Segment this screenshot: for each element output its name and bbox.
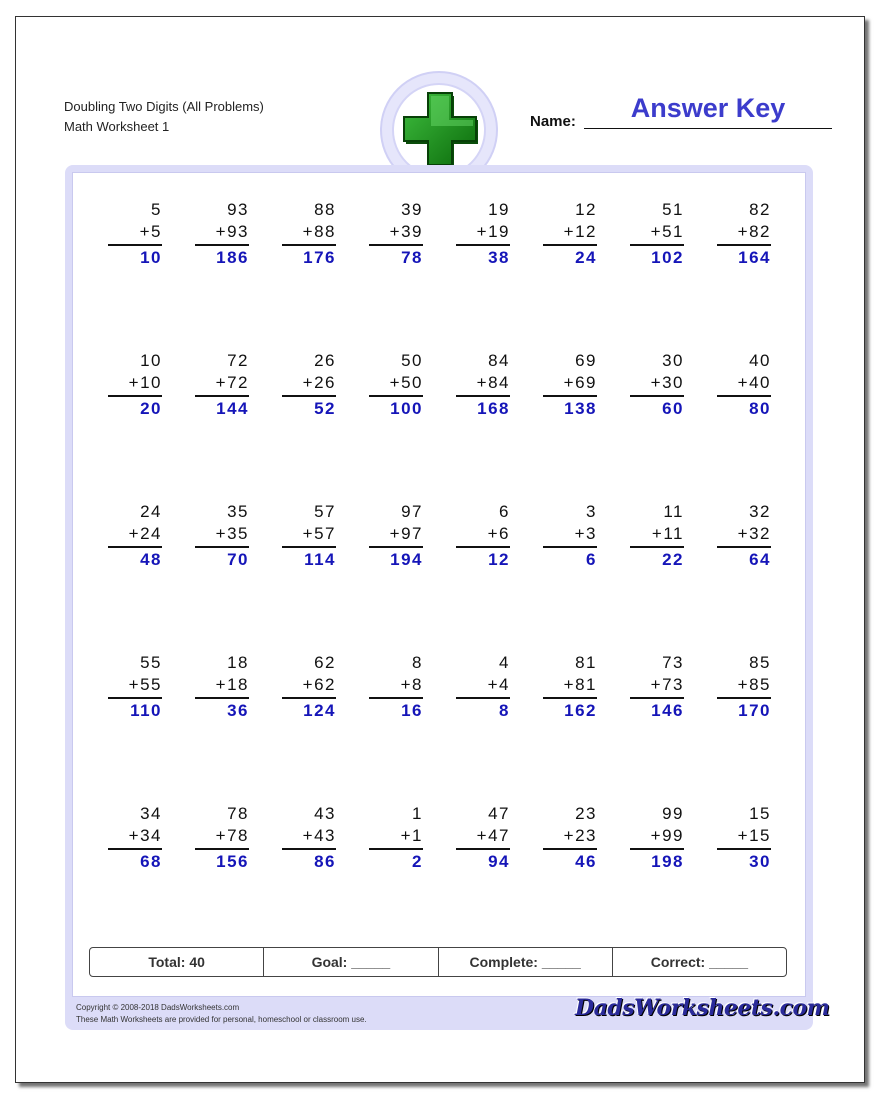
problem-answer: 30 bbox=[749, 852, 771, 871]
problem-addend: +51 bbox=[650, 222, 684, 241]
answer-rule bbox=[369, 848, 423, 850]
answer-rule bbox=[456, 395, 510, 397]
problem-addend: +39 bbox=[389, 222, 423, 241]
problem-top-number: 72 bbox=[227, 351, 249, 370]
problem-answer: 80 bbox=[749, 399, 771, 418]
problem-answer: 12 bbox=[488, 550, 510, 569]
problem-top-number: 19 bbox=[488, 200, 510, 219]
problem-top-number: 6 bbox=[499, 502, 510, 521]
problem-top-number: 81 bbox=[575, 653, 597, 672]
problem bbox=[543, 199, 597, 269]
answer-rule bbox=[282, 395, 336, 397]
answer-rule bbox=[456, 848, 510, 850]
score-bar bbox=[89, 947, 787, 977]
problem bbox=[456, 803, 510, 873]
correct-field: Correct: _____ bbox=[650, 954, 749, 970]
name-label: Name: bbox=[530, 113, 576, 130]
problem-addend: +73 bbox=[650, 675, 684, 694]
answer-rule bbox=[282, 244, 336, 246]
problem bbox=[195, 501, 249, 571]
problem-addend: +55 bbox=[128, 675, 162, 694]
problem-top-number: 30 bbox=[662, 351, 684, 370]
problem bbox=[543, 803, 597, 873]
answer-rule bbox=[108, 546, 162, 548]
problem-top-number: 1 bbox=[412, 804, 423, 823]
problem-answer: 46 bbox=[575, 852, 597, 871]
problem bbox=[108, 199, 162, 269]
problem bbox=[456, 652, 510, 722]
problem-answer: 48 bbox=[140, 550, 162, 569]
problem-top-number: 82 bbox=[749, 200, 771, 219]
problem-top-number: 39 bbox=[401, 200, 423, 219]
problem-addend: +11 bbox=[651, 524, 684, 543]
problem-addend: +18 bbox=[215, 675, 249, 694]
problem bbox=[369, 652, 423, 722]
problem bbox=[282, 501, 336, 571]
problem bbox=[543, 350, 597, 420]
answer-rule bbox=[369, 244, 423, 246]
problem-top-number: 50 bbox=[401, 351, 423, 370]
goal-field: Goal: _____ bbox=[264, 948, 438, 976]
problem-addend: +82 bbox=[737, 222, 771, 241]
answer-rule bbox=[195, 848, 249, 850]
problems-frame bbox=[65, 165, 830, 1030]
worksheet-page bbox=[15, 16, 865, 1083]
problem-answer: 70 bbox=[227, 550, 249, 569]
answer-rule bbox=[195, 244, 249, 246]
problem bbox=[282, 652, 336, 722]
problem bbox=[543, 652, 597, 722]
answer-rule bbox=[456, 697, 510, 699]
problem-top-number: 43 bbox=[314, 804, 336, 823]
problem-addend: +5 bbox=[139, 222, 162, 241]
answer-rule bbox=[543, 244, 597, 246]
problem bbox=[630, 501, 684, 571]
answer-rule bbox=[195, 395, 249, 397]
problem-top-number: 34 bbox=[140, 804, 162, 823]
problem-answer: 186 bbox=[216, 248, 249, 267]
problem bbox=[195, 199, 249, 269]
problem bbox=[108, 652, 162, 722]
answer-rule bbox=[369, 395, 423, 397]
problem bbox=[282, 803, 336, 873]
problem-addend: +24 bbox=[128, 524, 162, 543]
worksheet-title: Doubling Two Digits (All Problems) bbox=[64, 99, 264, 114]
problem bbox=[456, 350, 510, 420]
problem-top-number: 32 bbox=[749, 502, 771, 521]
problem bbox=[717, 652, 771, 722]
answer-rule bbox=[282, 546, 336, 548]
problem-answer: 124 bbox=[303, 701, 336, 720]
problem-top-number: 84 bbox=[488, 351, 510, 370]
problem-addend: +19 bbox=[476, 222, 510, 241]
problem-addend: +10 bbox=[128, 373, 162, 392]
answer-rule bbox=[543, 848, 597, 850]
problem-answer: 64 bbox=[749, 550, 771, 569]
answer-rule bbox=[630, 546, 684, 548]
problem-answer: 110 bbox=[130, 701, 162, 720]
problems-grid bbox=[72, 172, 806, 997]
answer-rule bbox=[717, 395, 771, 397]
problem-top-number: 57 bbox=[314, 502, 336, 521]
problem-top-number: 69 bbox=[575, 351, 597, 370]
answer-rule bbox=[543, 697, 597, 699]
problem-addend: +85 bbox=[737, 675, 771, 694]
answer-rule bbox=[543, 395, 597, 397]
problem-addend: +3 bbox=[574, 524, 597, 543]
problem-addend: +15 bbox=[737, 826, 771, 845]
copyright-text: Copyright © 2008-2018 DadsWorksheets.com bbox=[76, 1003, 240, 1012]
problem-top-number: 10 bbox=[140, 351, 162, 370]
problem-top-number: 97 bbox=[401, 502, 423, 521]
problem-addend: +81 bbox=[563, 675, 597, 694]
total-count: Total: 40 bbox=[90, 948, 264, 976]
problem-addend: +93 bbox=[215, 222, 249, 241]
problem bbox=[630, 803, 684, 873]
problem-addend: +62 bbox=[302, 675, 336, 694]
problem-top-number: 5 bbox=[151, 200, 162, 219]
problem-answer: 52 bbox=[314, 399, 336, 418]
problem bbox=[369, 501, 423, 571]
plus-icon bbox=[398, 87, 482, 171]
problem-addend: +34 bbox=[128, 826, 162, 845]
problem-addend: +35 bbox=[215, 524, 249, 543]
problem-answer: 86 bbox=[314, 852, 336, 871]
problem-answer: 176 bbox=[303, 248, 336, 267]
problem-addend: +6 bbox=[487, 524, 510, 543]
problem-addend: +72 bbox=[215, 373, 249, 392]
problem bbox=[630, 350, 684, 420]
problem bbox=[282, 199, 336, 269]
problem bbox=[195, 652, 249, 722]
problem-top-number: 4 bbox=[499, 653, 510, 672]
problem-addend: +8 bbox=[400, 675, 423, 694]
problem-answer: 24 bbox=[575, 248, 597, 267]
problem-addend: +26 bbox=[302, 373, 336, 392]
answer-rule bbox=[195, 546, 249, 548]
problem-answer: 138 bbox=[564, 399, 597, 418]
worksheet-subtitle: Math Worksheet 1 bbox=[64, 119, 170, 134]
problem-top-number: 47 bbox=[488, 804, 510, 823]
problem-top-number: 12 bbox=[575, 200, 597, 219]
problem-answer: 94 bbox=[488, 852, 510, 871]
problem-answer: 22 bbox=[662, 550, 684, 569]
problem-addend: +57 bbox=[302, 524, 336, 543]
answer-rule bbox=[195, 697, 249, 699]
problem-top-number: 62 bbox=[314, 653, 336, 672]
answer-rule bbox=[369, 546, 423, 548]
problem-top-number: 24 bbox=[140, 502, 162, 521]
answer-rule bbox=[108, 697, 162, 699]
problem-top-number: 93 bbox=[227, 200, 249, 219]
problem-top-number: 3 bbox=[586, 502, 597, 521]
answer-rule bbox=[456, 546, 510, 548]
problem bbox=[369, 199, 423, 269]
problem-top-number: 78 bbox=[227, 804, 249, 823]
problem-top-number: 55 bbox=[140, 653, 162, 672]
problem-answer: 38 bbox=[488, 248, 510, 267]
usage-notice: These Math Worksheets are provided for personal, homeschool or classroom use. bbox=[76, 1015, 367, 1024]
problem bbox=[456, 501, 510, 571]
site-logo: DadsWorksheets.com bbox=[575, 995, 830, 1021]
problem bbox=[195, 803, 249, 873]
answer-rule bbox=[282, 697, 336, 699]
problem-answer: 168 bbox=[477, 399, 510, 418]
problem-top-number: 26 bbox=[314, 351, 336, 370]
problem-addend: +88 bbox=[302, 222, 336, 241]
answer-rule bbox=[108, 848, 162, 850]
problem-top-number: 51 bbox=[662, 200, 684, 219]
answer-rule bbox=[630, 244, 684, 246]
answer-rule bbox=[630, 697, 684, 699]
answer-key-text: Answer Key bbox=[630, 93, 786, 123]
answer-rule bbox=[717, 244, 771, 246]
problem-answer: 16 bbox=[401, 701, 423, 720]
problem bbox=[717, 501, 771, 571]
problem-answer: 100 bbox=[390, 399, 423, 418]
problem bbox=[195, 350, 249, 420]
problem-top-number: 73 bbox=[662, 653, 684, 672]
problem bbox=[717, 350, 771, 420]
problem bbox=[630, 199, 684, 269]
problem-answer: 2 bbox=[412, 852, 423, 871]
name-underline bbox=[584, 128, 832, 129]
problem bbox=[369, 350, 423, 420]
answer-rule bbox=[456, 244, 510, 246]
problem-top-number: 23 bbox=[575, 804, 597, 823]
problem-answer: 68 bbox=[140, 852, 162, 871]
copyright-block bbox=[76, 1002, 367, 1026]
problem-answer: 20 bbox=[140, 399, 162, 418]
problem-top-number: 40 bbox=[749, 351, 771, 370]
answer-rule bbox=[369, 697, 423, 699]
problem-addend: +50 bbox=[389, 373, 423, 392]
problem bbox=[543, 501, 597, 571]
problem-addend: +43 bbox=[302, 826, 336, 845]
problem bbox=[369, 803, 423, 873]
problem-answer: 144 bbox=[216, 399, 249, 418]
answer-rule bbox=[630, 848, 684, 850]
problem bbox=[108, 350, 162, 420]
problem-addend: +99 bbox=[650, 826, 684, 845]
problem-top-number: 99 bbox=[662, 804, 684, 823]
problem-answer: 114 bbox=[304, 550, 336, 569]
problem bbox=[282, 350, 336, 420]
problem-addend: +78 bbox=[215, 826, 249, 845]
worksheet-title-block bbox=[64, 97, 264, 137]
answer-rule bbox=[717, 546, 771, 548]
answer-rule bbox=[630, 395, 684, 397]
problem-answer: 78 bbox=[401, 248, 423, 267]
problem-addend: +12 bbox=[563, 222, 597, 241]
problem-top-number: 85 bbox=[749, 653, 771, 672]
problem-addend: +97 bbox=[389, 524, 423, 543]
problem-top-number: 35 bbox=[227, 502, 249, 521]
problem-addend: +40 bbox=[737, 373, 771, 392]
problem-answer: 102 bbox=[651, 248, 684, 267]
problem-top-number: 88 bbox=[314, 200, 336, 219]
problem-answer: 36 bbox=[227, 701, 249, 720]
problem-addend: +69 bbox=[563, 373, 597, 392]
answer-rule bbox=[717, 848, 771, 850]
problem-addend: +32 bbox=[737, 524, 771, 543]
answer-rule bbox=[543, 546, 597, 548]
problem-answer: 146 bbox=[651, 701, 684, 720]
problem-addend: +1 bbox=[400, 826, 423, 845]
problem-answer: 60 bbox=[662, 399, 684, 418]
problem bbox=[108, 501, 162, 571]
problem-top-number: 18 bbox=[227, 653, 249, 672]
problem bbox=[717, 803, 771, 873]
problem-top-number: 8 bbox=[412, 653, 423, 672]
problem-answer: 162 bbox=[564, 701, 597, 720]
problem-answer: 194 bbox=[390, 550, 423, 569]
problem bbox=[717, 199, 771, 269]
problem-answer: 6 bbox=[586, 550, 597, 569]
problem-answer: 170 bbox=[738, 701, 771, 720]
answer-rule bbox=[108, 395, 162, 397]
problem-addend: +4 bbox=[487, 675, 510, 694]
problem-answer: 10 bbox=[140, 248, 162, 267]
answer-rule bbox=[717, 697, 771, 699]
problem-answer: 164 bbox=[738, 248, 771, 267]
answer-rule bbox=[282, 848, 336, 850]
problem-answer: 156 bbox=[216, 852, 249, 871]
problem-answer: 198 bbox=[651, 852, 684, 871]
problem-addend: +47 bbox=[476, 826, 510, 845]
problem-addend: +84 bbox=[476, 373, 510, 392]
problem-addend: +30 bbox=[650, 373, 684, 392]
answer-rule bbox=[108, 244, 162, 246]
problem bbox=[108, 803, 162, 873]
problem bbox=[456, 199, 510, 269]
problem-top-number: 11 bbox=[663, 502, 684, 521]
complete-field: Complete: _____ bbox=[439, 948, 613, 976]
problem-answer: 8 bbox=[499, 701, 510, 720]
problem-top-number: 15 bbox=[749, 804, 771, 823]
problem bbox=[630, 652, 684, 722]
problem-addend: +23 bbox=[563, 826, 597, 845]
